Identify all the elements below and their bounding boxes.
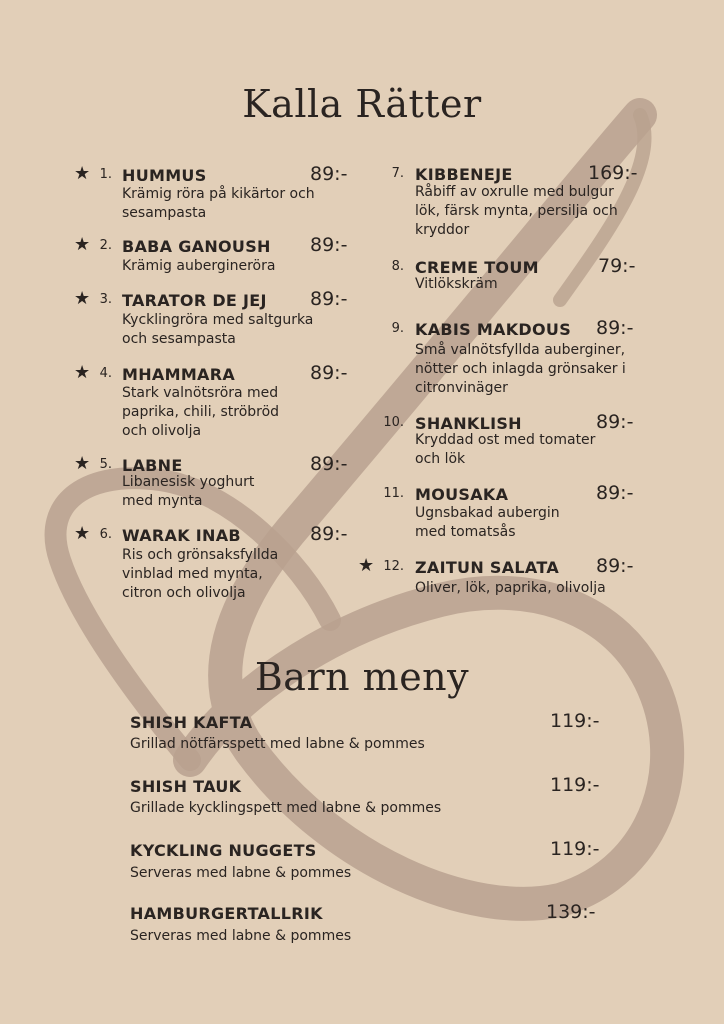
item-description: Grillad nötfärsspett med labne & pommes	[130, 736, 425, 752]
item-name: ZAITUN SALATA	[415, 558, 560, 577]
item-name: WARAK INAB	[122, 526, 241, 545]
item-number: 8.	[391, 259, 404, 274]
item-description: Serveras med labne & pommes	[130, 865, 352, 881]
item-price: 89:-	[310, 453, 348, 475]
item-name: SHISH KAFTA	[130, 713, 253, 732]
item-number: 11.	[383, 486, 404, 501]
star-icon: ★	[74, 362, 91, 383]
item-name: TARATOR DE JEJ	[122, 291, 267, 310]
star-icon: ★	[74, 163, 91, 184]
item-number: 4.	[99, 366, 112, 381]
item-name: KYCKLING NUGGETS	[130, 841, 317, 860]
item-description: Ugnsbakad aubergin med tomatsås	[415, 505, 560, 540]
item-price: 89:-	[596, 555, 634, 577]
item-price: 119:-	[550, 838, 600, 860]
item-number: 5.	[99, 457, 112, 472]
item-name: MOUSAKA	[415, 485, 509, 504]
item-number: 6.	[99, 527, 112, 542]
item-description: Grillade kycklingspett med labne & pommes	[130, 800, 442, 816]
section-title-kids-menu: Barn meny	[254, 655, 470, 699]
item-number: 3.	[99, 292, 112, 307]
item-description: Serveras med labne & pommes	[130, 928, 352, 944]
item-description: Råbiff av oxrulle med bulgur lök, färsk mynta, persilja och kryddor	[415, 184, 618, 238]
item-price: 119:-	[550, 774, 600, 796]
item-price: 89:-	[310, 362, 348, 384]
item-description: Kycklingröra med saltgurka och sesampasta	[122, 312, 314, 347]
item-description: Vitlökskräm	[415, 276, 498, 292]
star-icon: ★	[74, 523, 91, 544]
item-number: 9.	[391, 321, 404, 336]
item-description: Oliver, lök, paprika, olivolja	[415, 580, 606, 596]
item-number: 1.	[99, 167, 112, 182]
item-price: 119:-	[550, 710, 600, 732]
item-name: KIBBENEJE	[415, 165, 513, 184]
item-price: 89:-	[310, 288, 348, 310]
item-description: Små valnötsfyllda auberginer, nötter och inlagda grönsaker i citronvinäger	[415, 342, 626, 396]
item-price: 169:-	[588, 162, 638, 184]
item-price: 89:-	[310, 234, 348, 256]
star-icon: ★	[74, 288, 91, 309]
item-price: 89:-	[596, 411, 634, 433]
star-icon: ★	[358, 555, 375, 576]
item-name: CREME TOUM	[415, 258, 539, 277]
item-description: Ris och grönsaksfyllda vinblad med mynta, citron och olivolja	[122, 547, 279, 601]
item-number: 10.	[383, 415, 404, 430]
star-icon: ★	[74, 453, 91, 474]
item-description: Stark valnötsröra med paprika, chili, ströbröd och olivolja	[122, 385, 280, 439]
item-price: 79:-	[598, 255, 636, 277]
item-name: KABIS MAKDOUS	[415, 320, 572, 339]
star-icon: ★	[74, 234, 91, 255]
item-description: Kryddad ost med tomater och lök	[415, 432, 596, 467]
item-price: 89:-	[596, 317, 634, 339]
item-name: LABNE	[122, 456, 183, 475]
item-number: 7.	[391, 166, 404, 181]
item-price: 89:-	[310, 523, 348, 545]
item-description: Krämig röra på kikärtor och sesampasta	[122, 186, 315, 221]
item-price: 89:-	[310, 163, 348, 185]
item-price: 89:-	[596, 482, 634, 504]
item-name: SHANKLISH	[415, 414, 522, 433]
section-title-cold-dishes: Kalla Rätter	[242, 82, 482, 126]
item-name: HUMMUS	[122, 166, 207, 185]
item-name: HAMBURGERTALLRIK	[130, 904, 323, 923]
item-number: 12.	[383, 559, 404, 574]
item-name: MHAMMARA	[122, 365, 236, 384]
item-price: 139:-	[546, 901, 596, 923]
item-name: SHISH TAUK	[130, 777, 242, 796]
item-description: Krämig aubergineröra	[122, 258, 276, 274]
item-number: 2.	[99, 238, 112, 253]
item-name: BABA GANOUSH	[122, 237, 271, 256]
item-description: Libanesisk yoghurt med mynta	[122, 474, 255, 509]
